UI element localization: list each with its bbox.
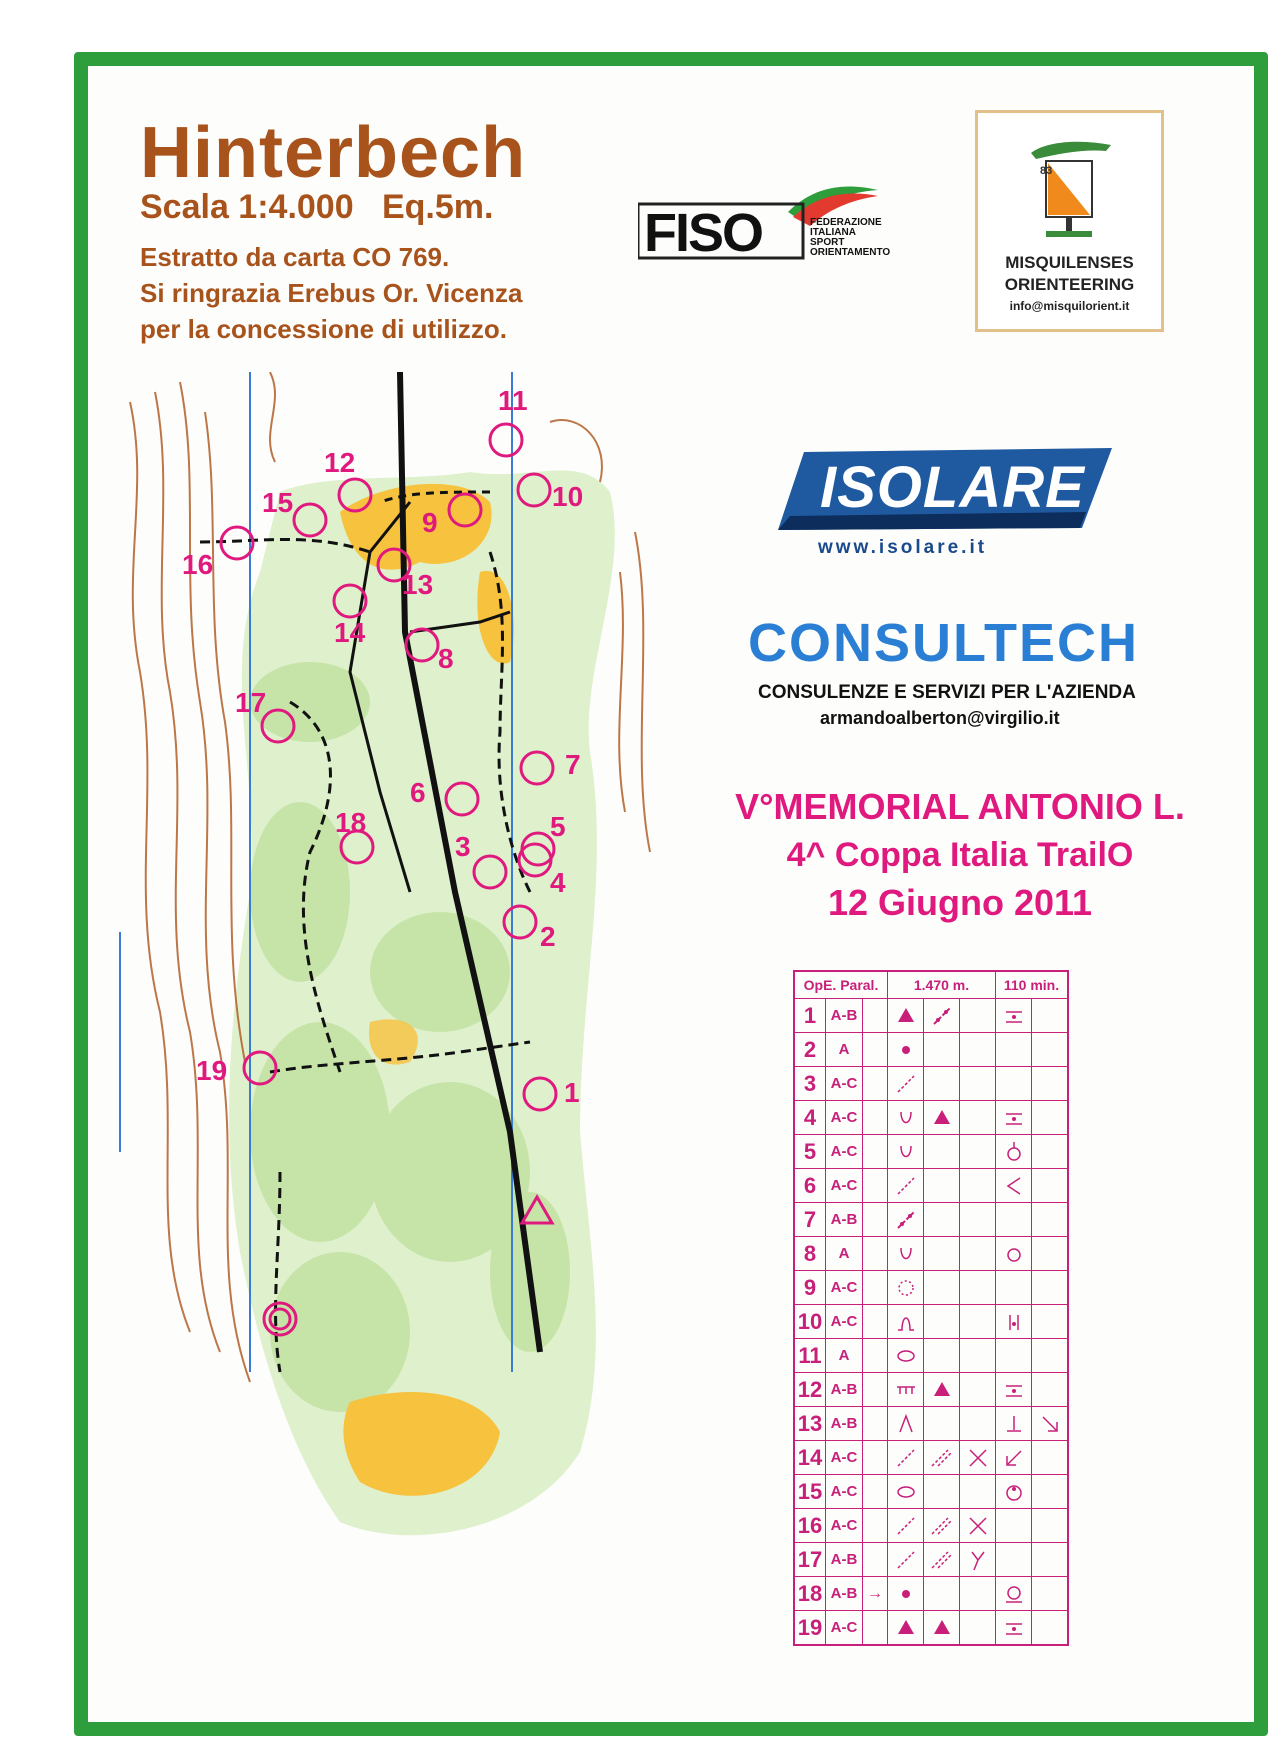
empty-cell [960, 999, 996, 1033]
cross-icon [960, 1509, 996, 1543]
empty-cell [1032, 1101, 1069, 1135]
empty-cell [1032, 1271, 1069, 1305]
empty-cell [924, 1407, 960, 1441]
consultech-subtitle: CONSULENZE E SERVIZI PER L'AZIENDA [758, 682, 1136, 703]
control-number: 3 [794, 1067, 826, 1101]
empty-cell [1032, 1577, 1069, 1611]
control-row-15 [794, 1475, 1068, 1509]
crocodile-flag-icon [1026, 131, 1116, 241]
empty-cell [1032, 1135, 1069, 1169]
control-row-16 [794, 1509, 1068, 1543]
slash-icon [888, 1169, 924, 1203]
table-header-length: 1.470 m. [888, 971, 996, 999]
empty-cell [1032, 1305, 1069, 1339]
empty-cell [1032, 999, 1069, 1033]
slash2-icon [924, 1509, 960, 1543]
empty-cell [924, 1339, 960, 1373]
control-direction [863, 1067, 888, 1101]
control-label-2: 2 [540, 921, 556, 952]
triangle-icon [924, 1101, 960, 1135]
control-parallel: A-C [826, 1509, 863, 1543]
empty-cell [996, 1509, 1032, 1543]
empty-cell [924, 1135, 960, 1169]
dot-icon [888, 1577, 924, 1611]
control-number: 11 [794, 1339, 826, 1373]
empty-cell [924, 1475, 960, 1509]
slash-icon [888, 1441, 924, 1475]
fiso-line-4: ORIENTAMENTO [810, 247, 891, 258]
control-row-14 [794, 1441, 1068, 1475]
control-direction [863, 1033, 888, 1067]
empty-cell [1032, 1339, 1069, 1373]
control-number: 12 [794, 1373, 826, 1407]
control-number: 18 [794, 1577, 826, 1611]
slash-icon [888, 1543, 924, 1577]
empty-cell [924, 1067, 960, 1101]
empty-cell [996, 1033, 1032, 1067]
y-icon [960, 1543, 996, 1577]
control-number: 19 [794, 1611, 826, 1646]
control-row-17 [794, 1543, 1068, 1577]
control-parallel: A-B [826, 1577, 863, 1611]
control-label-11: 11 [498, 385, 528, 416]
control-parallel: A-C [826, 1305, 863, 1339]
empty-cell [960, 1101, 996, 1135]
control-row-9 [794, 1271, 1068, 1305]
control-row-12 [794, 1373, 1068, 1407]
control-parallel: A-C [826, 1135, 863, 1169]
empty-cell [960, 1305, 996, 1339]
ring-icon [996, 1237, 1032, 1271]
empty-cell [924, 1305, 960, 1339]
empty-cell [960, 1135, 996, 1169]
bar-dot-icon [996, 1611, 1032, 1646]
empty-cell [1032, 1033, 1069, 1067]
empty-cell [960, 1033, 996, 1067]
bar-dot-icon [996, 999, 1032, 1033]
empty-cell [1032, 1509, 1069, 1543]
control-label-7: 7 [565, 749, 581, 780]
bar-dot-icon [996, 1101, 1032, 1135]
empty-cell [1032, 1373, 1069, 1407]
ring-top-icon [996, 1135, 1032, 1169]
control-direction [863, 999, 888, 1033]
control-label-14: 14 [334, 617, 366, 648]
oval-icon [888, 1339, 924, 1373]
control-number: 5 [794, 1135, 826, 1169]
control-row-11 [794, 1339, 1068, 1373]
control-number: 10 [794, 1305, 826, 1339]
control-row-3 [794, 1067, 1068, 1101]
control-parallel: A [826, 1237, 863, 1271]
control-direction [863, 1611, 888, 1646]
control-direction [863, 1271, 888, 1305]
control-parallel: A-B [826, 1407, 863, 1441]
control-number: 13 [794, 1407, 826, 1441]
control-label-10: 10 [552, 481, 584, 512]
control-direction [863, 1475, 888, 1509]
ring-bar-icon [996, 1577, 1032, 1611]
control-direction [863, 1237, 888, 1271]
empty-cell [924, 1033, 960, 1067]
control-label-16: 16 [182, 549, 214, 580]
empty-cell [924, 1237, 960, 1271]
isolare-logo [776, 446, 1116, 532]
control-label-1: 1 [564, 1077, 580, 1108]
control-label-8: 8 [438, 643, 454, 674]
control-row-2 [794, 1033, 1068, 1067]
control-label-6: 6 [410, 777, 426, 808]
control-row-13 [794, 1407, 1068, 1441]
control-direction [863, 1339, 888, 1373]
empty-cell [1032, 1441, 1069, 1475]
orienteering-map [110, 372, 720, 1572]
slash-icon [888, 1067, 924, 1101]
empty-cell [960, 1339, 996, 1373]
event-line-1: V°MEMORIAL ANTONIO L. [735, 786, 1185, 827]
control-row-4 [794, 1101, 1068, 1135]
control-number: 7 [794, 1203, 826, 1237]
control-parallel: A-C [826, 1271, 863, 1305]
empty-cell [960, 1203, 996, 1237]
empty-cell [996, 1067, 1032, 1101]
control-parallel: A-C [826, 1475, 863, 1509]
fiso-line-3: SPORT [810, 237, 845, 248]
consultech-email[interactable]: armandoalberton@virgilio.it [820, 708, 1060, 728]
empty-cell [960, 1611, 996, 1646]
cup-icon [888, 1237, 924, 1271]
bar-dot-icon [996, 1373, 1032, 1407]
control-number: 16 [794, 1509, 826, 1543]
control-number: 4 [794, 1101, 826, 1135]
table-header-time: 110 min. [996, 971, 1069, 999]
triangle-icon [924, 1373, 960, 1407]
control-label-9: 9 [422, 507, 438, 538]
control-label-3: 3 [455, 831, 471, 862]
empty-cell [1032, 1169, 1069, 1203]
misquilenses-name-1: MISQUILENSES [1005, 253, 1134, 272]
control-row-10 [794, 1305, 1068, 1339]
control-direction [863, 1169, 888, 1203]
lambda-icon [888, 1407, 924, 1441]
control-number: 8 [794, 1237, 826, 1271]
control-parallel: A-B [826, 1543, 863, 1577]
path-dots-icon [888, 1203, 924, 1237]
control-direction [863, 1203, 888, 1237]
control-direction [863, 1441, 888, 1475]
triangle-icon [888, 999, 924, 1033]
control-parallel: A-B [826, 999, 863, 1033]
empty-cell [924, 1577, 960, 1611]
angle-icon [996, 1169, 1032, 1203]
triangle-icon [888, 1611, 924, 1646]
control-number: 2 [794, 1033, 826, 1067]
control-number: 17 [794, 1543, 826, 1577]
empty-cell [996, 1271, 1032, 1305]
control-label-19: 19 [196, 1055, 228, 1086]
empty-cell [960, 1067, 996, 1101]
comb-icon [888, 1373, 924, 1407]
empty-cell [960, 1169, 996, 1203]
empty-cell [996, 1339, 1032, 1373]
control-number: 6 [794, 1169, 826, 1203]
arrow-sw-icon [996, 1441, 1032, 1475]
control-label-5: 5 [550, 811, 566, 842]
control-label-18: 18 [335, 807, 367, 838]
empty-cell [1032, 1611, 1069, 1646]
control-direction [863, 1373, 888, 1407]
empty-cell [960, 1271, 996, 1305]
cup-icon [888, 1101, 924, 1135]
isolare-wordmark: ISOLARE [820, 455, 1085, 520]
table-header-left: OpE. Paral. [794, 971, 888, 999]
empty-cell [1032, 1237, 1069, 1271]
control-parallel: A-C [826, 1441, 863, 1475]
triangle-icon [924, 1611, 960, 1646]
control-parallel: A [826, 1339, 863, 1373]
empty-cell [996, 1543, 1032, 1577]
control-row-5 [794, 1135, 1068, 1169]
empty-cell [1032, 1067, 1069, 1101]
fiso-line-1: FEDERAZIONE [810, 217, 882, 228]
control-parallel: A-B [826, 1203, 863, 1237]
arrow-se-icon [1032, 1407, 1069, 1441]
fiso-wordmark: FISO [644, 203, 763, 263]
event-line-2: 4^ Coppa Italia TrailO [786, 836, 1134, 874]
control-row-6 [794, 1169, 1068, 1203]
oval-icon [888, 1475, 924, 1509]
control-direction [863, 1407, 888, 1441]
control-row-1 [794, 999, 1068, 1033]
control-row-18 [794, 1577, 1068, 1611]
control-label-12: 12 [324, 447, 356, 478]
control-parallel: A-C [826, 1611, 863, 1646]
slash2-icon [924, 1441, 960, 1475]
control-parallel: A-B [826, 1373, 863, 1407]
misquilenses-badge: 83 [1040, 165, 1053, 177]
control-number: 15 [794, 1475, 826, 1509]
control-direction: → [863, 1577, 888, 1611]
empty-cell [924, 1203, 960, 1237]
control-label-15: 15 [262, 487, 294, 518]
empty-cell [960, 1237, 996, 1271]
fiso-logo [638, 182, 908, 262]
empty-cell [960, 1577, 996, 1611]
cup-icon [888, 1135, 924, 1169]
control-parallel: A-C [826, 1169, 863, 1203]
credit-line-3: per la concessione di utilizzo. [140, 314, 507, 344]
control-label-13: 13 [402, 569, 434, 600]
empty-cell [924, 1271, 960, 1305]
fiso-line-2: ITALIANA [810, 227, 856, 238]
control-direction [863, 1543, 888, 1577]
empty-cell [1032, 1543, 1069, 1577]
misquilenses-email: info@misquilorient.it [1009, 299, 1130, 313]
map-title: Hinterbech [140, 113, 527, 193]
consultech-logo: CONSULTECH [748, 613, 1139, 673]
control-number: 14 [794, 1441, 826, 1475]
slash2-icon [924, 1543, 960, 1577]
control-direction [863, 1101, 888, 1135]
bell-icon [888, 1305, 924, 1339]
ring-dot-icon [996, 1475, 1032, 1509]
control-number: 9 [794, 1271, 826, 1305]
dot-ring-icon [888, 1271, 924, 1305]
control-description-table [793, 970, 1069, 1646]
path-dots-icon [924, 999, 960, 1033]
credit-line-2: Si ringrazia Erebus Or. Vicenza [140, 278, 523, 308]
map-scale: Scala 1:4.000 Eq.5m. [140, 188, 494, 226]
misquilenses-name-2: ORIENTEERING [1004, 275, 1135, 294]
control-label-17: 17 [235, 687, 267, 718]
tee-icon [996, 1407, 1032, 1441]
dot-icon [888, 1033, 924, 1067]
control-number: 1 [794, 999, 826, 1033]
empty-cell [924, 1169, 960, 1203]
credit-line-1: Estratto da carta CO 769. [140, 242, 450, 272]
control-parallel: A-C [826, 1101, 863, 1135]
empty-cell [996, 1203, 1032, 1237]
isolare-url[interactable]: www.isolare.it [818, 537, 988, 558]
slash-icon [888, 1509, 924, 1543]
control-row-19 [794, 1611, 1068, 1646]
empty-cell [1032, 1203, 1069, 1237]
control-direction [863, 1305, 888, 1339]
control-parallel: A [826, 1033, 863, 1067]
empty-cell [1032, 1475, 1069, 1509]
control-parallel: A-C [826, 1067, 863, 1101]
control-label-4: 4 [550, 867, 566, 898]
pipes-icon [996, 1305, 1032, 1339]
event-line-3: 12 Giugno 2011 [827, 882, 1093, 923]
control-direction [863, 1509, 888, 1543]
control-row-7 [794, 1203, 1068, 1237]
empty-cell [960, 1475, 996, 1509]
empty-cell [960, 1407, 996, 1441]
control-direction [863, 1135, 888, 1169]
misquilenses-logo [975, 110, 1164, 332]
empty-cell [960, 1373, 996, 1407]
control-row-8 [794, 1237, 1068, 1271]
cross-icon [960, 1441, 996, 1475]
